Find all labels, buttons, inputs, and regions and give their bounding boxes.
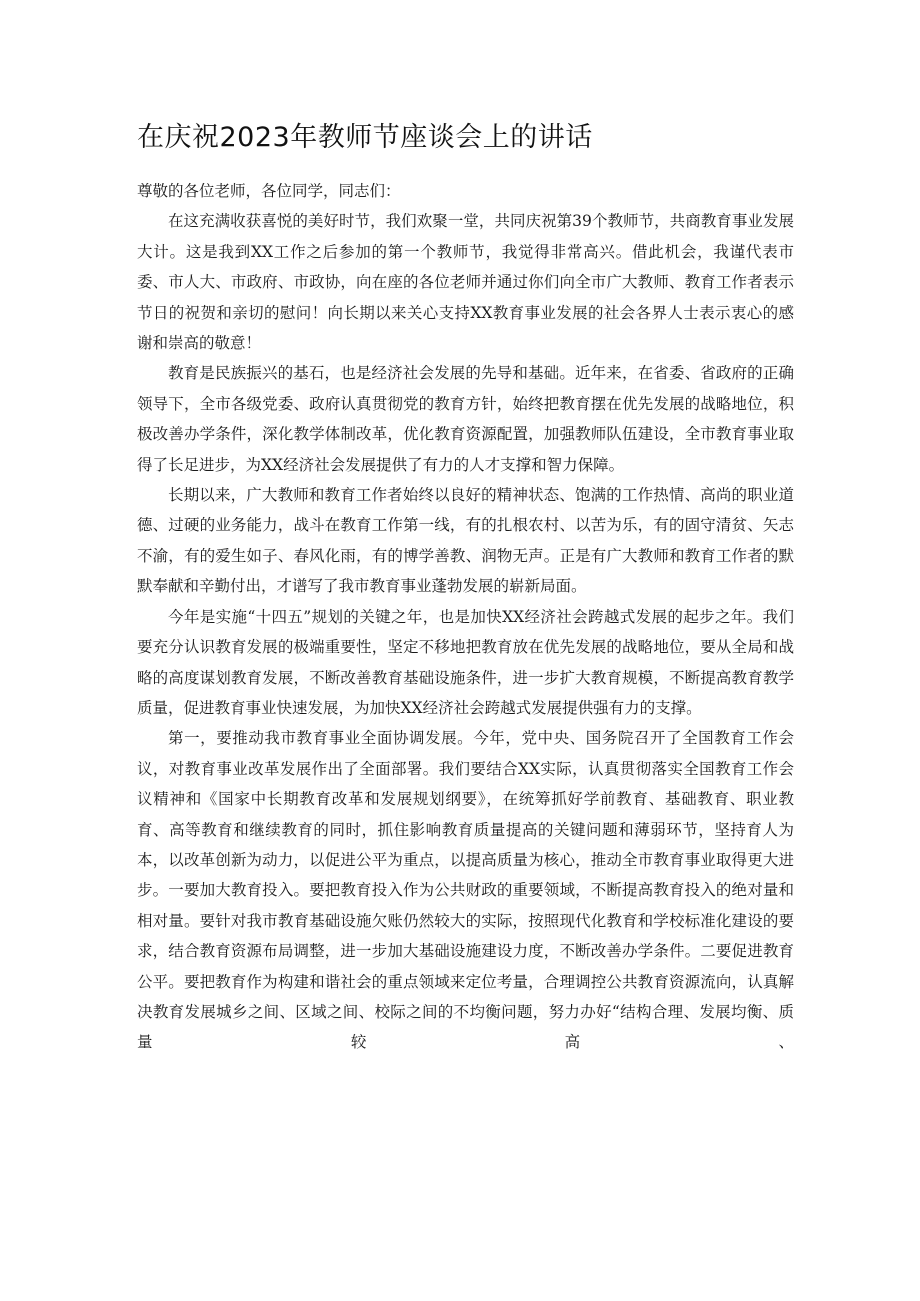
- document-body: [137, 176, 794, 1058]
- paragraph-3: 长期以来，广大教师和教育工作者始终以良好的精神状态、饱满的工作热情、高尚的职业道德、过硬的业务能力，战斗在教育工作第一线，有的扎根农村、以苦为乐，有的固守清贫、矢志不渝，有的爱生如子、春风化雨，有的博学善教、润物无声。正是有广大教师和教育工作者的默默奉献和辛勤付出，才谱写了我市教育事业蓬勃发展的崭新局面。: [137, 486, 794, 596]
- paragraph-2: 教育是民族振兴的基石，也是经济社会发展的先导和基础。近年来，在省委、省政府的正确领导下，全市各级党委、政府认真贯彻党的教育方针，始终把教育摆在优先发展的战略地位，积极改善办学条件，深化教学体制改革，优化教育资源配置，加强教师队伍建设，全市教育事业取得了长足进步，为XX经济社会发展提供了有力的人才支撑和智力保障。: [137, 364, 794, 474]
- document-title: 在庆祝2023年教师节座谈会上的讲话: [137, 122, 593, 153]
- paragraph-5: 第一，要推动我市教育事业全面协调发展。今年，党中央、国务院召开了全国教育工作会议，对教育事业改革发展作出了全面部署。我们要结合XX实际，认真贯彻落实全国教育工作会议精神和《国家中长期教育改革和发展规划纲要》，在统筹抓好学前教育、基础教育、职业教育、高等教育和继续教育的同时，抓住影响教育质量提高的关键问题和薄弱环节，坚持育人为本，以改革创新为动力，以促进公平为重点，以提高质量为核心，推动全市教育事业取得更大进步。一要加大教育投入。要把教育投入作为公共财政的重要领域，不断提高教育投入的绝对量和相对量。要针对我市教育基础设施欠账仍然较大的实际，按照现代化教育和学校标准化建设的要求，结合教育资源布局调整，进一步加大基础设施建设力度，不断改善办学条件。二要促进教育公平。要把教育作为构建和谐社会的重点领域来定位考量，合理调控公共教育资源流向，认真解决教育发展城乡之间、区域之间、校际之间的不均衡问题，努力办好“结构合理、发展均衡、质量较高、: [137, 729, 794, 1052]
- salutation: 尊敬的各位老师，各位同学，同志们：: [137, 182, 401, 200]
- paragraph-4: 今年是实施“十四五”规划的关键之年，也是加快XX经济社会跨越式发展的起步之年。我们要充分认识教育发展的极端重要性，坚定不移地把教育放在优先发展的战略地位，要从全局和战略的高度谋划教育发展，不断改善教育基础设施条件，进一步扩大教育规模，不断提高教育教学质量，促进教育事业快速发展，为加快XX经济社会跨越式发展提供强有力的支撑。: [137, 607, 794, 717]
- paragraph-1: 在这充满收获喜悦的美好时节，我们欢聚一堂，共同庆祝第39个教师节，共商教育事业发展大计。这是我到XX工作之后参加的第一个教师节，我觉得非常高兴。借此机会，我谨代表市委、市人大、市政府、市政协，向在座的各位老师并通过你们向全市广大教师、教育工作者表示节日的祝贺和亲切的慰问！向长期以来关心支持XX教育事业发展的社会各界人士表示衷心的感谢和崇高的敬意！: [137, 212, 794, 353]
